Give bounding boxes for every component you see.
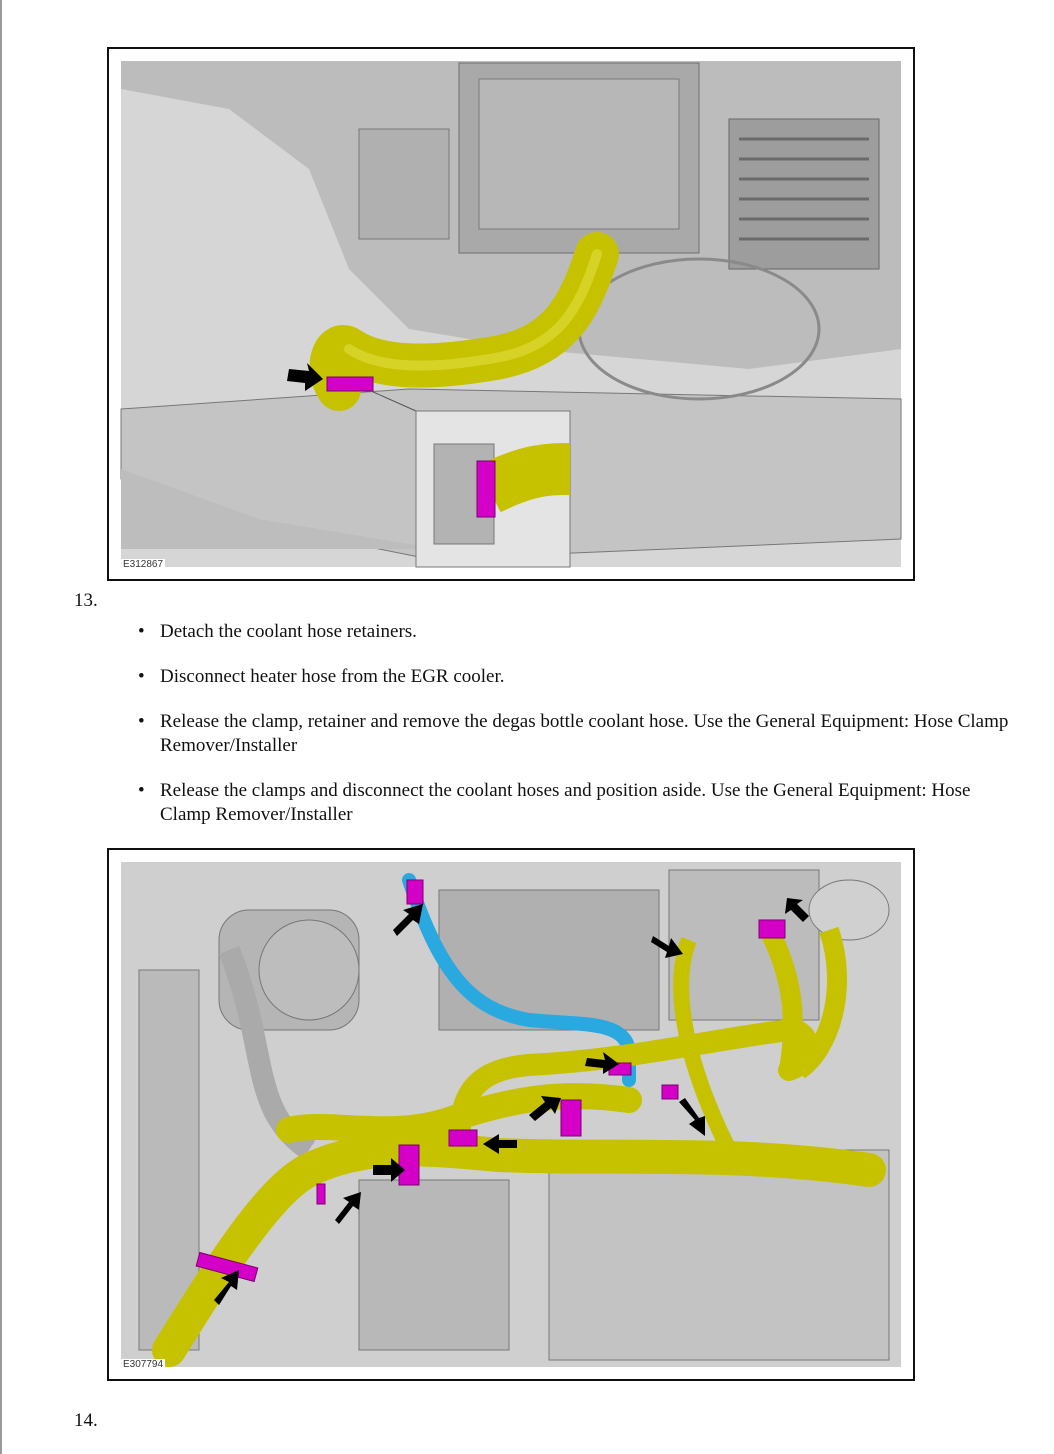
figure-id-label: E312867 [123,559,164,570]
figure-e312867 [107,47,915,581]
list-item: • Release the clamp, retainer and remove the degas bottle coolant hose. Use the General Equipment: Hose Clamp Remover/Installer [138,711,1009,756]
step-number: 14. [74,1410,98,1431]
figure-id-label: E307794 [123,1359,164,1370]
engine-illustration-1 [109,49,913,579]
step-number: 13. [74,590,98,611]
list-item: • Release the clamps and disconnect the coolant hoses and position aside. Use the General Equipment: Hose Clamp Remover/Installer [138,780,971,825]
instruction-text: Release the clamps and disconnect the coolant hoses and position aside. Use the General Equipment: Hose Clamp Remover/Installer [160,780,971,825]
page-edge-rule [0,0,2,1454]
engine-illustration-2 [109,850,913,1379]
list-item: • Disconnect heater hose from the EGR cooler. [138,666,505,687]
instruction-text: Release the clamp, retainer and remove the degas bottle coolant hose. Use the General Equipment: Hose Clamp Remover/Installer [160,711,1009,756]
list-item: • Detach the coolant hose retainers. [138,621,417,642]
figure-e307794 [107,848,915,1381]
instruction-text: Detach the coolant hose retainers. [160,621,417,642]
step-instructions [136,620,1016,848]
instruction-text: Disconnect heater hose from the EGR cooler. [160,666,505,687]
